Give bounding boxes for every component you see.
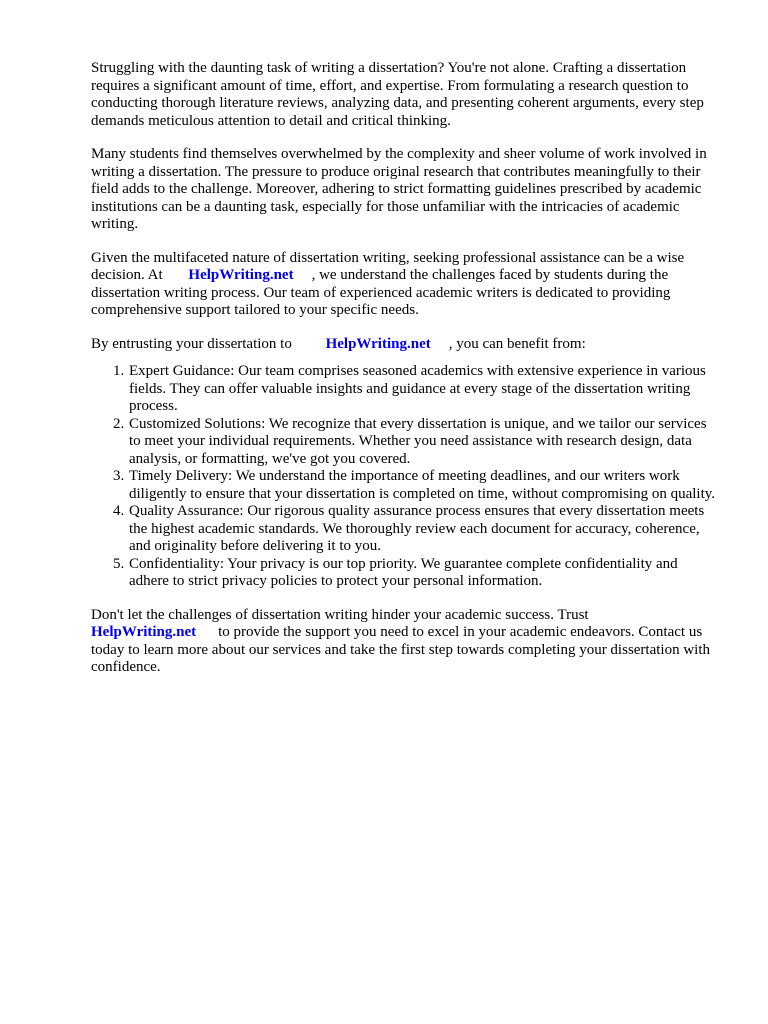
assistance-paragraph	[91, 250, 721, 320]
document-page	[91, 60, 721, 693]
list-item: 2. Customized Solutions: We recognize that every dissertation is unique, and we tailor our services to meet your individual requirements. Whether you need assistance with research design, data analysis, or formatting, we've got you covered.	[128, 416, 721, 469]
benefits-intro-paragraph	[91, 336, 721, 354]
benefits-intro-after: , you can benefit from:	[448, 335, 586, 352]
assistance-text-before: Given the multifaceted nature of dissertation writing, seeking professional assistance can be a wise decision. At	[91, 249, 685, 283]
assistance-text-after: , we understand the challenges faced by students during the dissertation writing process. Our team of experienced academic writers is dedicated to providing comprehensive support tailored to your specific needs.	[91, 267, 671, 318]
list-item: 5. Confidentiality: Your privacy is our top priority. We guarantee complete confidentiality and adhere to strict privacy policies to protect your personal information.	[128, 556, 721, 591]
intro-paragraph: Struggling with the daunting task of writing a dissertation? You're not alone. Crafting a dissertation requires a significant amount of time, effort, and expertise. From formulating a research question to conducting thorough literature reviews, analyzing data, and presenting coherent arguments, every step demands meticulous attention to detail and critical thinking.	[91, 60, 704, 129]
closing-text-before: Don't let the challenges of dissertation writing hinder your academic success. Trust	[91, 606, 589, 623]
list-item: 3. Timely Delivery: We understand the importance of meeting deadlines, and our writers work diligently to ensure that your dissertation is completed on time, without compromising on quality.	[128, 468, 721, 503]
list-item: 1. Expert Guidance: Our team comprises seasoned academics with extensive experience in various fields. They can offer valuable insights and guidance at every stage of the dissertation writing process.	[128, 363, 721, 416]
benefits-list	[91, 363, 721, 591]
helpwriting-link[interactable]: HelpWriting.net	[91, 624, 197, 640]
list-item: 4. Quality Assurance: Our rigorous quality assurance process ensures that every dissertation meets the highest academic standards. We thoroughly review each document for accuracy, coherence, and originality before delivering it to you.	[128, 503, 721, 556]
closing-text-after: to provide the support you need to excel in your academic endeavors. Contact us today to learn more about our services and take the first step towards completing your dissertation with confidence.	[91, 624, 711, 675]
benefits-intro-before: By entrusting your dissertation to	[91, 335, 292, 352]
overwhelm-paragraph: Many students find themselves overwhelmed by the complexity and sheer volume of work involved in writing a dissertation. The pressure to produce original research that contributes meaningfully to their field adds to the challenge. Moreover, adhering to strict formatting guidelines prescribed by academic institutions can be a daunting task, especially for those unfamiliar with the intricacies of academic writing.	[91, 146, 707, 232]
helpwriting-link[interactable]: HelpWriting.net	[188, 267, 294, 283]
closing-paragraph	[91, 607, 721, 677]
helpwriting-link[interactable]: HelpWriting.net	[325, 335, 431, 352]
